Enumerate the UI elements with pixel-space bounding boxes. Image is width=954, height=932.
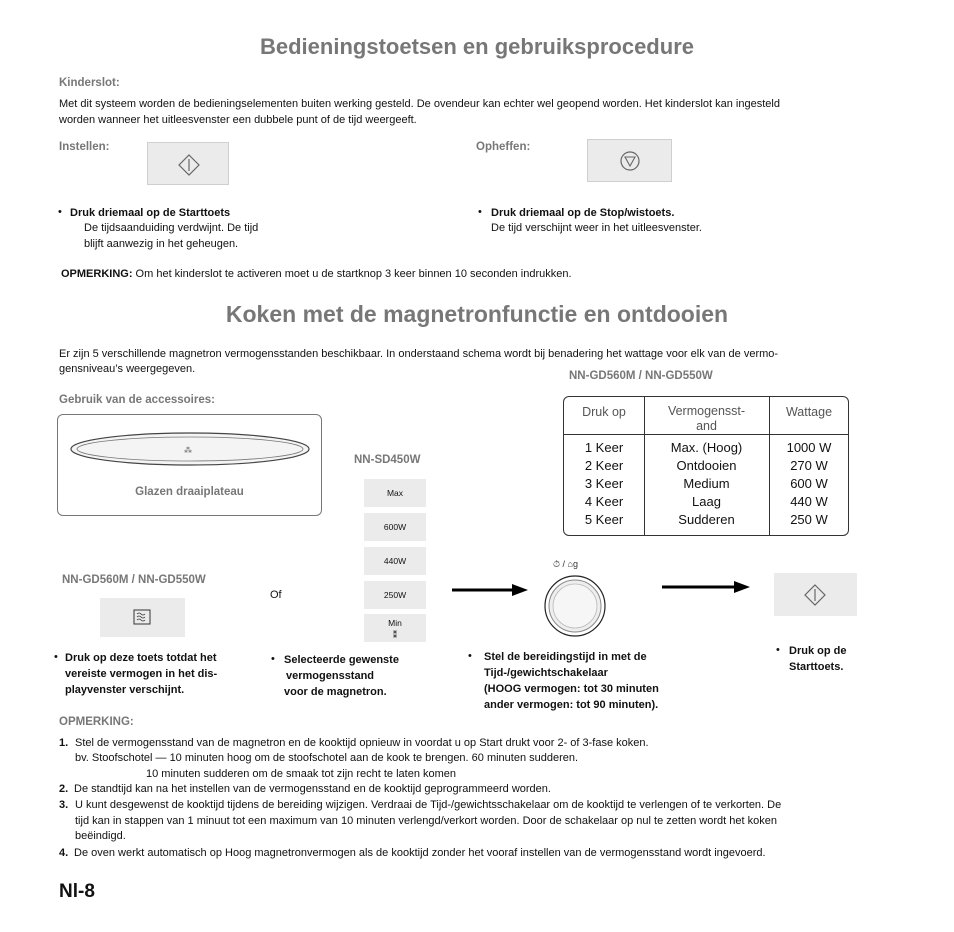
notes-heading: OPMERKING: — [59, 716, 134, 728]
power-key-250w[interactable]: 250W — [364, 581, 426, 609]
power-key-600w[interactable]: 600W — [364, 513, 426, 541]
stop-button[interactable] — [587, 139, 672, 182]
magnetron-intro-2: gensniveau’s weergegeven. — [59, 363, 196, 375]
arrow-icon — [662, 579, 750, 595]
note1-line3: 10 minuten sudderen om de smaak tot zijn recht te laten komen — [146, 768, 457, 780]
start-button[interactable] — [147, 142, 229, 185]
power-key-min[interactable]: Min ⁑ — [364, 614, 426, 642]
table-cell: 1 Keer — [584, 440, 624, 455]
table-cell: 440 W — [790, 494, 828, 509]
power-table — [563, 396, 849, 536]
accessories-label: Gebruik van de accessoires: — [59, 394, 215, 406]
header-vermogen: Vermogensst- and — [667, 404, 746, 433]
kinderslot-heading: Kinderslot: — [59, 77, 120, 89]
plate-label: Glazen draaiplateau — [135, 486, 244, 498]
table-cell: Laag — [692, 494, 721, 509]
bullet: • — [271, 653, 275, 665]
header-wattage: Wattage — [785, 405, 833, 419]
table-cell: Ontdooien — [676, 458, 737, 473]
defrost-icon: ⁑ — [392, 630, 398, 640]
model-table-label: NN-GD560M / NN-GD550W — [569, 370, 713, 382]
set-label: Instellen: — [59, 141, 110, 153]
note-num: 3. — [59, 799, 69, 811]
model-gd-label: NN-GD560M / NN-GD550W — [62, 574, 206, 586]
table-cell: 250 W — [790, 512, 828, 527]
table-cell: Max. (Hoog) — [670, 440, 743, 455]
turntable-panel — [57, 414, 322, 516]
bullet: • — [776, 644, 780, 656]
step1: Druk op deze toets totdat het vereiste vermogen in het dis- playvenster verschijnt. — [65, 652, 218, 696]
bullet: • — [58, 206, 62, 218]
dial-knob[interactable] — [543, 574, 607, 638]
model-sd-label: NN-SD450W — [354, 454, 421, 466]
microwave-button[interactable] — [100, 598, 185, 637]
cancel-step-line1: De tijd verschijnt weer in het uitleesvenster. — [491, 222, 702, 234]
note1-line1: Stel de vermogensstand van de magnetron en de kooktijd opnieuw in voordat u op Start drukt voor 2- of 3-fase koken. — [75, 737, 649, 749]
svg-text:⁂: ⁂ — [184, 446, 192, 455]
stop-icon — [588, 140, 673, 183]
note-num: 4. — [59, 847, 69, 859]
turntable-icon — [58, 415, 323, 485]
start-button[interactable] — [774, 573, 857, 616]
kinderslot-note: OPMERKING: Om het kinderslot te activeren moet u de startknop 3 keer binnen 10 seconden indrukken. — [61, 268, 572, 280]
page-number: Nl-8 — [59, 881, 95, 902]
arrow-icon — [452, 582, 528, 598]
table-cell: Medium — [683, 476, 730, 491]
note3-line1: U kunt desgewenst de kooktijd tijdens de bereiding wijzigen. Verdraai de Tijd-/gewichtsschakelaar om de kooktijd te verlengen of te verkorten. De — [75, 799, 782, 811]
cancel-step-bold: Druk driemaal op de Stop/wistoets. — [491, 207, 675, 219]
note3-line3: beëindigd. — [75, 830, 126, 842]
table-cell: 5 Keer — [584, 512, 624, 527]
table-cell: 3 Keer — [584, 476, 624, 491]
kinderslot-intro-2: worden wanneer het uitleesvenster een dubbele punt of de tijd weergeeft. — [59, 114, 417, 126]
start-icon — [774, 573, 857, 616]
table-cell: 1000 W — [786, 440, 832, 455]
table-cell: 600 W — [790, 476, 828, 491]
set-step-line2: blijft aanwezig in het geheugen. — [84, 238, 239, 250]
microwave-icon — [100, 598, 185, 637]
start-icon — [148, 143, 230, 186]
note3-line2: tijd kan in stappen van 1 minuut tot een maximum van 10 minuten verlengd/verkort worden. Door de schakelaar op nul te zetten wordt het koken — [75, 815, 777, 827]
bullet: • — [478, 206, 482, 218]
step2: Selecteerde gewenste vermogensstand voor de magnetron. — [284, 654, 399, 698]
note1-line2: bv. Stoofschotel — 10 minuten hoog om de stoofschotel aan de kook te brengen. 60 minuten sudderen. — [75, 752, 579, 764]
section-title: Koken met de magnetronfunctie en ontdooien — [225, 301, 729, 327]
table-cell: Sudderen — [678, 512, 735, 527]
table-cell: 2 Keer — [584, 458, 624, 473]
magnetron-intro-1: Er zijn 5 verschillende magnetron vermogensstanden beschikbaar. In onderstaand schema wordt bij benadering het wattage voor elk van de vermo- — [59, 348, 779, 360]
power-key-440w[interactable]: 440W — [364, 547, 426, 575]
power-key-max[interactable]: Max — [364, 479, 426, 507]
set-step-bold: Druk driemaal op de Starttoets — [70, 207, 231, 219]
note-num: 1. — [59, 737, 69, 749]
step3: Stel de bereidingstijd in met de Tijd-/gewichtschakelaar (HOOG vermogen: tot 30 minuten ander vermogen: tot 90 minuten). — [484, 651, 659, 711]
bullet: • — [468, 650, 472, 662]
page-title: Bedieningstoetsen en gebruiksprocedure — [260, 34, 694, 59]
table-cell: 4 Keer — [584, 494, 624, 509]
dial-label: ⏱ / ⌂g — [553, 559, 578, 569]
header-druk: Druk op — [582, 405, 626, 419]
note-num: 2. — [59, 783, 69, 795]
or-text: Of — [270, 589, 282, 601]
table-divider — [564, 434, 848, 435]
table-cell: 270 W — [790, 458, 828, 473]
set-step-line1: De tijdsaanduiding verdwijnt. De tijd — [84, 222, 259, 234]
cancel-label: Opheffen: — [476, 141, 531, 153]
step4: Druk op de Starttoets. — [789, 645, 847, 673]
kinderslot-intro-1: Met dit systeem worden de bedieningselementen buiten werking gesteld. De ovendeur kan echter wel geopend worden. Het kinderslot kan ingesteld — [59, 98, 780, 110]
note2-line1: De standtijd kan na het instellen van de vermogensstand en de kooktijd geprogrammeerd worden. — [74, 783, 551, 795]
bullet: • — [54, 651, 58, 663]
note4-line1: De oven werkt automatisch op Hoog magnetronvermogen als de kooktijd zonder het vooraf instellen van de vermogensstand wordt ingevoerd. — [74, 847, 766, 859]
